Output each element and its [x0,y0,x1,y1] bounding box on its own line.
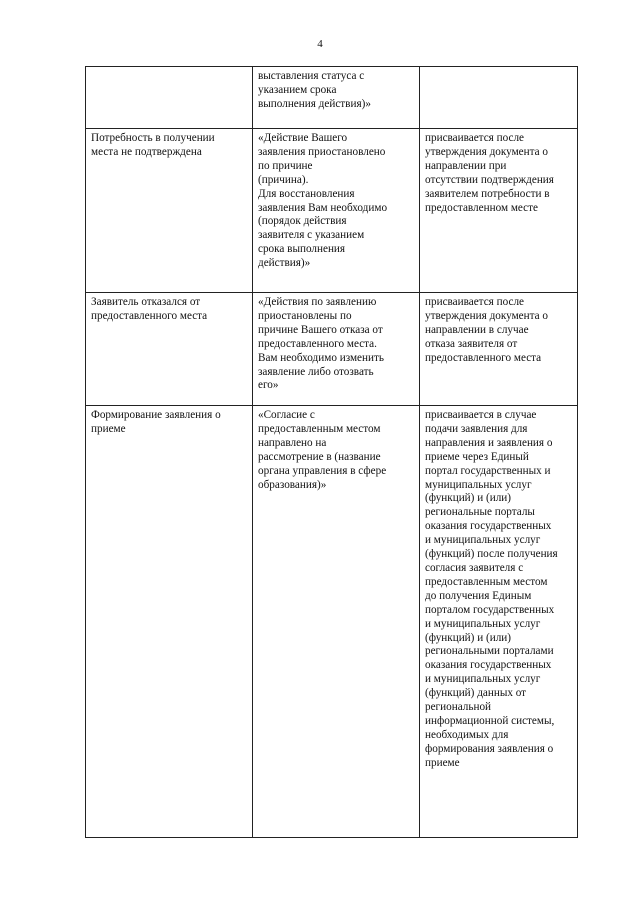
message-cell: выставления статуса с указанием срока выполнения действия)» [253,67,420,129]
status-cell: Заявитель отказался от предоставленного места [86,293,253,406]
condition-cell: присваивается после утверждения документа о направлении при отсутствии подтверждения заявителем потребности в предоставленном месте [420,129,578,293]
condition-cell: присваивается после утверждения документа о направлении в случае отказа заявителя от предоставленного места [420,293,578,406]
table-row [86,293,578,406]
status-table [85,66,578,838]
table-row [86,406,578,838]
table-row [86,67,578,129]
condition-cell: присваивается в случае подачи заявления для направления и заявления о приеме через Единый портал государственных и муниципальных услуг (функций) и (или) региональные порталы оказания государственных и муниципальных услуг (функций) после получения согласия заявителя с предоставленным местом до получения Единым порталом государственных и муниципальных услуг (функций) и (или) региональными порталами оказания государственных и муниципальных услуг (функций) данных от региональной информационной системы, необходимых для формирования заявления о приеме [420,406,578,838]
status-cell [86,67,253,129]
message-cell: «Действие Вашего заявления приостановлено по причине (причина). Для восстановления заявления Вам необходимо (порядок действия заявителя с указанием срока выполнения действия)» [253,129,420,293]
message-cell: «Действия по заявлению приостановлены по причине Вашего отказа от предоставленного места. Вам необходимо изменить заявление либо отозвать его» [253,293,420,406]
table-row [86,129,578,293]
status-cell: Формирование заявления о приеме [86,406,253,838]
page-number: 4 [317,38,323,50]
message-cell: «Согласие с предоставленным местом направлено на рассмотрение в (название органа управления в сфере образования)» [253,406,420,838]
condition-cell [420,67,578,129]
status-cell: Потребность в получении места не подтверждена [86,129,253,293]
